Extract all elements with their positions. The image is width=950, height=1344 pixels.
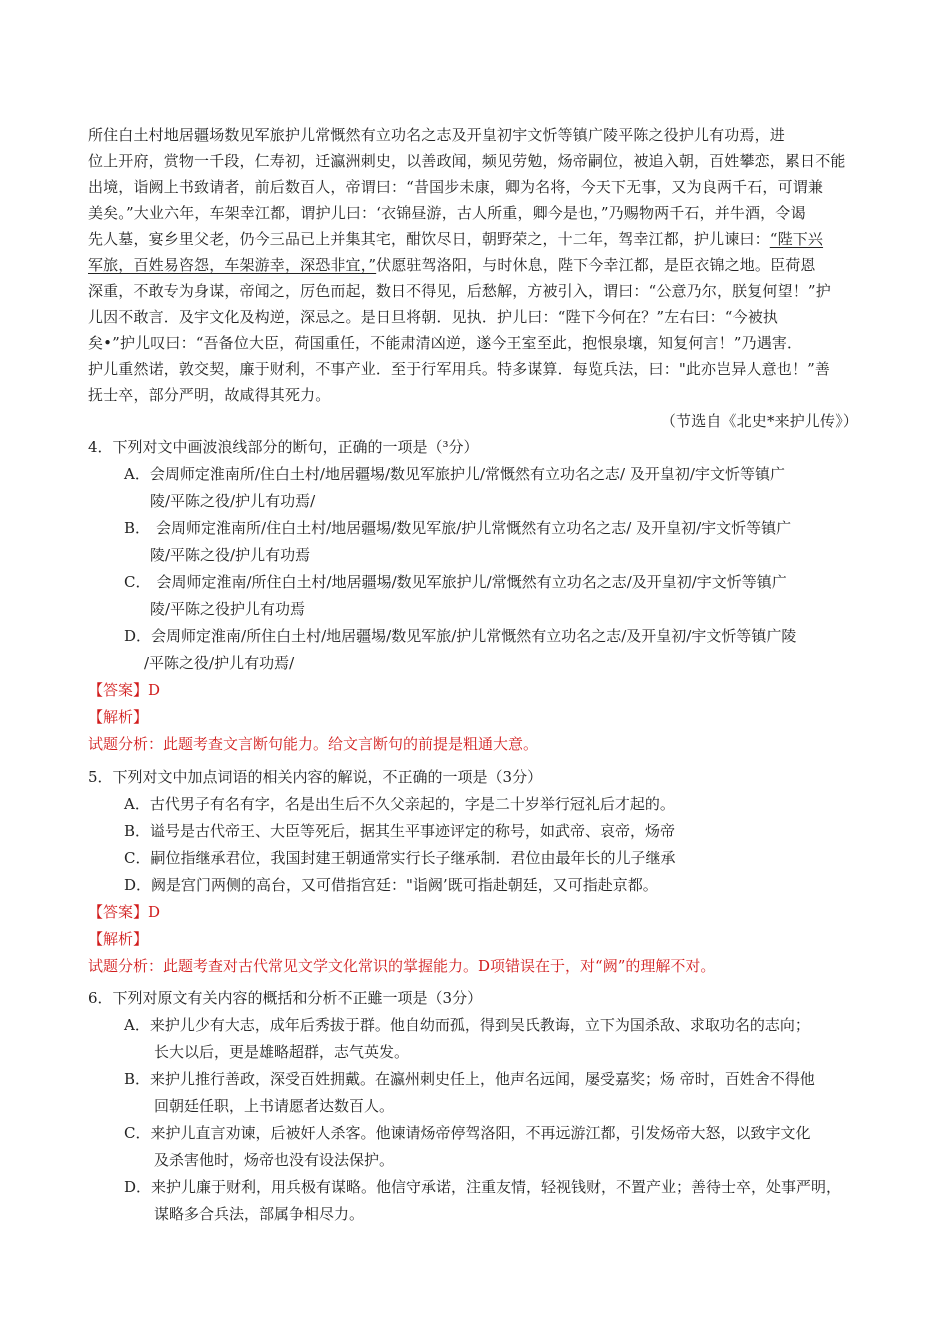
option-a xyxy=(88,1012,878,1066)
passage-line: 位上开府，赏物一千段，仁寿初，迁瀛洲刺史，以善政闻，频见劳勉，炀帝嗣位，被追入朝，百姓攀恋，累日不能 xyxy=(88,152,846,170)
option-text-cont: /平陈之役/护儿有功焉/ xyxy=(144,654,295,672)
option-text: 谥号是古代帝王、大臣等死后，据其生平事迹评定的称号，如武帝、哀帝，炀帝 xyxy=(150,822,676,840)
option-label: C． xyxy=(124,573,151,591)
option-label: C． xyxy=(124,1124,151,1142)
option-b xyxy=(88,1066,878,1120)
option-text: 会周师定淮南/所住白土村/地居疆埸/数见军旅/护儿常慨然有立功名之志/及开皇初/宇文忻等镇广陵 xyxy=(151,627,797,645)
option-text: 来护儿直言劝谏，后被奸人杀客。他谏请炀帝停驾洛阳，不再远游江都，引发炀帝大怒，以致宇文化 xyxy=(150,1124,811,1142)
option-label: D． xyxy=(124,627,152,645)
option-label: D． xyxy=(124,1178,152,1196)
option-text-cont: 回朝廷任职，上书请愿者达数百人。 xyxy=(154,1097,395,1115)
option-d xyxy=(88,1174,878,1228)
option-label: B． xyxy=(124,1070,151,1088)
classical-passage xyxy=(88,122,868,434)
passage-source: （节选自《北史*来护儿传》） xyxy=(660,412,858,430)
option-text-cont: 陵/平陈之役/护儿有功焉 xyxy=(150,546,311,564)
option-c xyxy=(88,1120,878,1174)
option-text-cont: 及杀害他时，炀帝也没有设法保护。 xyxy=(154,1151,395,1169)
analysis-text: 试题分析：此题考查文言断句能力。给文言断句的前提是粗通大意。 xyxy=(88,735,539,753)
question-6 xyxy=(88,985,878,1228)
option-a xyxy=(88,461,878,515)
question-4 xyxy=(88,434,878,758)
option-text-cont: 谋略多合兵法，部属争相尽力。 xyxy=(154,1205,365,1223)
option-label: B． xyxy=(124,822,151,840)
option-text: 古代男子有名有字，名是出生后不久父亲起的，字是二十岁举行冠礼后才起的。 xyxy=(149,795,675,813)
question-stem: 5．下列对文中加点词语的相关内容的解说，不正确的一项是（3分） xyxy=(88,768,543,786)
analysis-label: 【解析】 xyxy=(88,930,149,948)
passage-line xyxy=(88,226,868,252)
option-label: D． xyxy=(124,876,152,894)
option-label: A． xyxy=(124,465,150,483)
option-text: 嗣位指继承君位，我国封建王朝通常实行长子继承制．君位由最年长的儿子继承 xyxy=(150,849,676,867)
passage-line: 美矣。”大业六年，车架幸江都，谓护儿曰：‘衣锦昼游，古人所重，卿今是也，”乃赐物两千石，并牛酒，令谒 xyxy=(88,204,806,222)
passage-line: 儿因不敢言．及宇文化及构逆，深忌之。是日旦将朝．见执．护儿曰：“陛下今何在？”左右曰：“今被执 xyxy=(88,308,779,326)
option-text-cont: 陵/平陈之役/护儿有功焉/ xyxy=(150,492,316,510)
question-5 xyxy=(88,764,878,980)
underlined-quote: 军旅，百姓易咨怨，车架游幸，深恐非宜，” xyxy=(88,256,377,274)
passage-text: 伏愿驻驾洛阳，与时休息，陛下今幸江都，是臣衣锦之地。臣荷恩 xyxy=(376,256,816,274)
option-b xyxy=(88,818,878,845)
passage-line: 所住白土村地居疆场数见军旅护儿常慨然有立功名之志及开皇初宇文忻等镇广陵平陈之役护儿有功焉，进 xyxy=(88,126,785,144)
question-stem: 6．下列对原文有关内容的概括和分析不正雖一项是（3分） xyxy=(88,989,483,1007)
option-text: 会周师定淮南所/住白土村/地居疆埸/数见军旅护儿/常慨然有立功名之志/ 及开皇初/宇文忻等镇广 xyxy=(149,465,785,483)
option-label: B． xyxy=(124,519,151,537)
option-c xyxy=(88,569,878,623)
passage-line: 矣•”护儿叹曰：“吾备位大臣，荷国重任，不能肃清凶逆，遂今王室至此，抱恨泉壤，知复何言！”乃遇害． xyxy=(88,334,803,352)
option-d xyxy=(88,872,878,899)
option-text: 来护儿少有大志，成年后秀拔于群。他自幼而孤，得到吴氏教诲，立下为国杀敌、求取功名的志向； xyxy=(149,1016,810,1034)
passage-line: 出境，诣阙上书致请者，前后数百人，帝谓曰：“昔国步未康，卿为名将，今天下无事，又为良两千石，可谓兼 xyxy=(88,178,824,196)
option-b xyxy=(88,515,878,569)
passage-text: 先人墓，宴乡里父老，仍今三品已上并集其宅，酣饮尽日，朝野荣之，十二年，驾幸江都，护儿谏曰： xyxy=(88,230,770,248)
question-stem: 4．下列对文中画波浪线部分的断句，正确的一项是（³分） xyxy=(88,438,479,456)
option-text: 阙是宫门两侧的高台，又可借指宫廷："诣阙’既可指赴朝廷，又可指赴京都。 xyxy=(151,876,658,894)
passage-line: 护儿重然诺，敦交契，廉于财利，不事产业．至于行军用兵。特多谋算．每览兵法，曰："此亦岂异人意也！”善 xyxy=(88,360,831,378)
option-text-cont: 长大以后，更是雄略超群，志气英发。 xyxy=(154,1043,410,1061)
option-label: A． xyxy=(124,795,150,813)
option-label: A． xyxy=(124,1016,150,1034)
underlined-quote: “陛下兴 xyxy=(769,230,824,248)
option-a xyxy=(88,791,878,818)
answer-label: 【答案】D xyxy=(88,681,161,699)
option-text: 来护儿廉于财利，用兵极有谋略。他信守承诺，注重友情，轻视钱财，不置产业；善待士卒，处事严明， xyxy=(151,1178,842,1196)
passage-line: 深重，不敢专为身谋，帝闻之，厉色而起，数日不得见，后愁解，方被引入，谓曰：“公意乃尔，朕复何望！”护 xyxy=(88,282,831,300)
analysis-text: 试题分析：此题考查对古代常见文学文化常识的掌握能力。D项错误在于，对“阙”的理解不对。 xyxy=(88,957,716,975)
analysis-label: 【解析】 xyxy=(88,708,149,726)
option-d xyxy=(88,623,878,677)
answer-label: 【答案】D xyxy=(88,903,161,921)
option-text: 会周师定淮南所/住白土村/地居疆埸/数见军旅/护儿常慨然有立功名之志/ 及开皇初/宇文忻等镇广 xyxy=(156,519,792,537)
option-c xyxy=(88,845,878,872)
option-label: C． xyxy=(124,849,151,867)
option-text-cont: 陵/平陈之役护儿有功焉 xyxy=(150,600,306,618)
passage-line: 抚士卒，部分严明，故咸得其死力。 xyxy=(88,386,331,404)
passage-line xyxy=(88,252,868,278)
option-text: 来护儿推行善政，深受百姓拥戴。在瀛州刺史任上，他声名远闻，屡受嘉奖；炀 帝时，百姓舍不得他 xyxy=(150,1070,815,1088)
option-text: 会周师定淮南/所住白土村/地居疆埸/数见军旅护儿/常慨然有立功名之志/及开皇初/宇文忻等镇广 xyxy=(156,573,787,591)
